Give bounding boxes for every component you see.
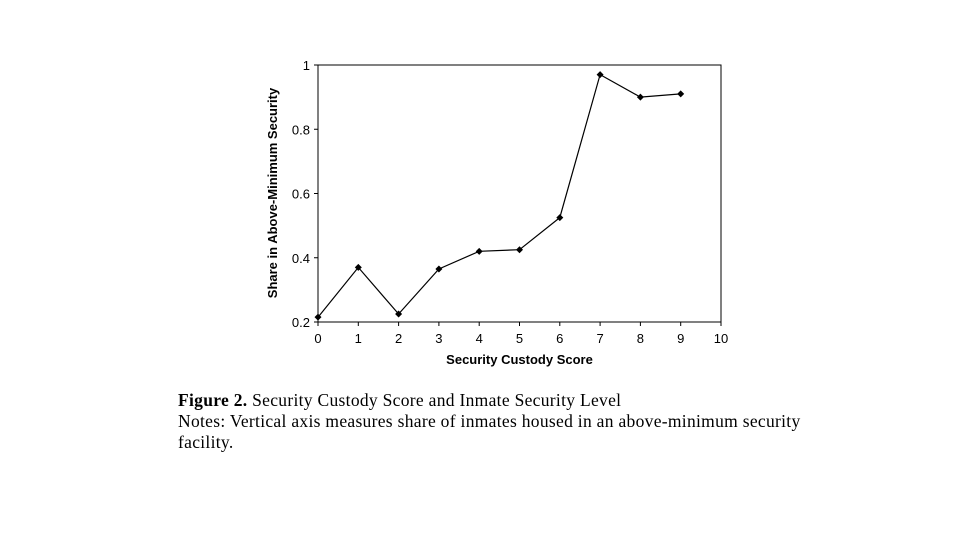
y-tick-label: 0.2: [291, 315, 310, 330]
y-axis-title: Share in Above-Minimum Security: [265, 87, 280, 299]
series-line: [318, 75, 681, 318]
x-tick-label: 8: [636, 331, 645, 346]
x-axis: [314, 322, 728, 346]
x-tick-label: 2: [394, 331, 403, 346]
x-tick-label: 0: [314, 331, 322, 346]
data-markers: [315, 71, 685, 321]
y-tick-label: 0.8: [291, 122, 310, 138]
x-axis-title: Security Custody Score: [446, 352, 593, 367]
plot-area-frame: [318, 65, 721, 322]
x-tick-label: 7: [596, 331, 604, 346]
x-tick-label: 4: [475, 331, 483, 346]
x-tick-label: 10: [713, 331, 729, 346]
x-tick-label: 1: [354, 331, 362, 346]
data-point-marker: [637, 94, 644, 101]
y-tick-label: 0.4: [291, 250, 310, 266]
y-tick-label: 0.6: [291, 186, 310, 202]
y-tick-label: 1: [302, 58, 310, 73]
y-axis: [292, 58, 318, 330]
x-tick-label: 3: [435, 331, 443, 346]
x-tick-label: 9: [677, 331, 685, 346]
caption-title-line: [178, 390, 858, 411]
x-tick-label: 5: [515, 331, 524, 346]
figure-caption: [178, 390, 858, 453]
data-point-marker: [677, 90, 684, 97]
figure-label: Figure 2.: [178, 390, 248, 410]
x-tick-label: 6: [556, 331, 564, 346]
figure-title: Security Custody Score and Inmate Security Level: [247, 390, 622, 410]
figure-notes: Notes: Vertical axis measures share of inmates housed in an above-minimum security facility.: [178, 411, 801, 452]
data-point-marker: [597, 71, 604, 78]
data-point-marker: [476, 248, 483, 255]
